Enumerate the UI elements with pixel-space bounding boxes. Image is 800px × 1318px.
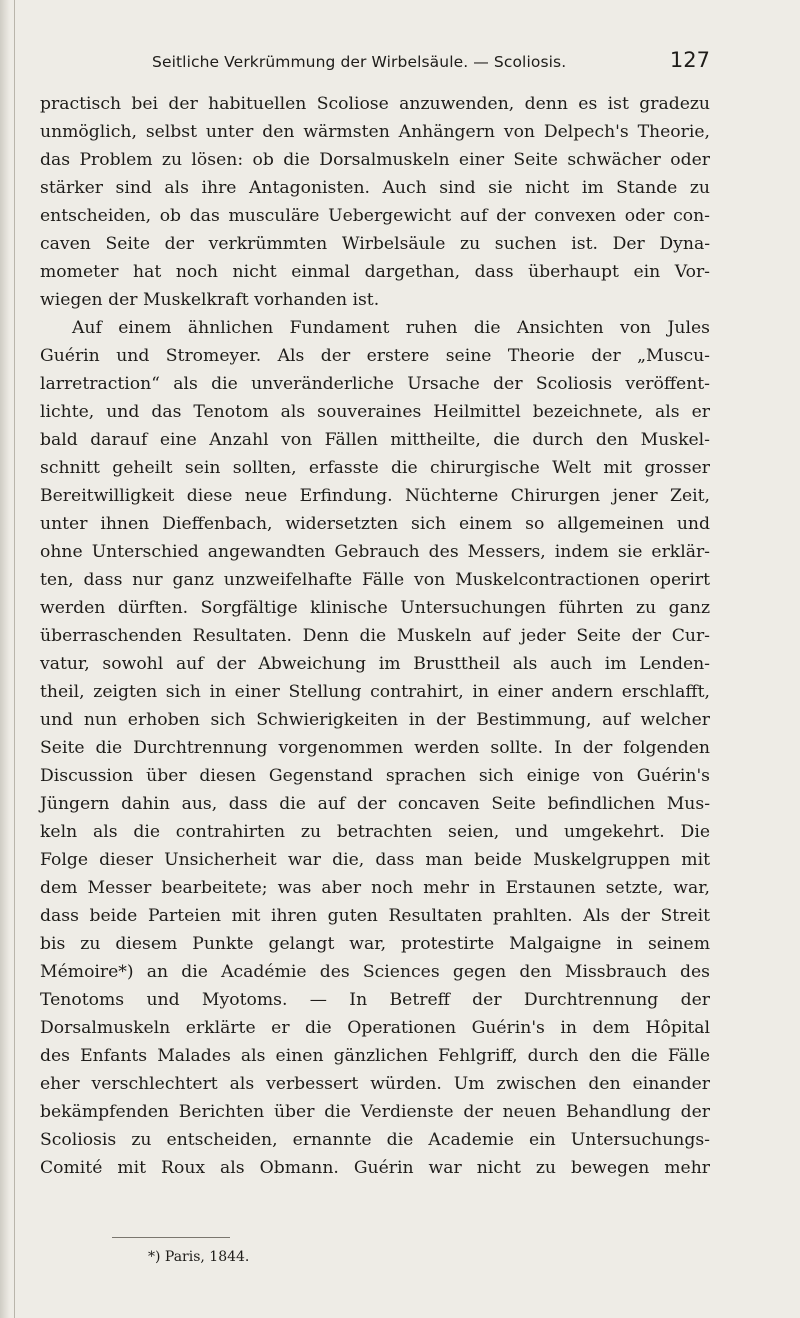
text-line: des Enfants Malades als einen gänzlichen Fehlgriff, durch den die Fälle [40, 1046, 710, 1066]
footnote-rule [112, 1237, 230, 1238]
text-line: bis zu diesem Punkte gelangt war, protestirte Malgaigne in seinem [40, 934, 710, 954]
text-line: das Problem zu lösen: ob die Dorsalmuskeln einer Seite schwächer oder [40, 150, 710, 170]
text-line: ohne Unterschied angewandten Gebrauch des Messers, indem sie erklär- [40, 542, 710, 562]
paragraph-first-line: Auf einem ähnlichen Fundament ruhen die Ansichten von Jules [72, 318, 710, 338]
text-line: Bereitwilligkeit diese neue Erfindung. Nüchterne Chirurgen jener Zeit, [40, 486, 710, 506]
text-line: practisch bei der habituellen Scoliose anzuwenden, denn es ist gradezu [40, 94, 710, 114]
running-head: Seitliche Verkrümmung der Wirbelsäule. — Scoliosis. [152, 53, 567, 71]
text-line: bald darauf eine Anzahl von Fällen mittheilte, die durch den Muskel- [40, 430, 710, 450]
text-line: überraschenden Resultaten. Denn die Muskeln auf jeder Seite der Cur- [40, 626, 710, 646]
text-line: dass beide Parteien mit ihren guten Resultaten prahlten. Als der Streit [40, 906, 710, 926]
text-line: Comité mit Roux als Obmann. Guérin war nicht zu bewegen mehr [40, 1158, 710, 1178]
text-line: vatur, sowohl auf der Abweichung im Brusttheil als auch im Lenden- [40, 654, 710, 674]
page-number: 127 [669, 48, 710, 72]
text-line: Seite die Durchtrennung vorgenommen werden sollte. In der folgenden [40, 738, 710, 758]
text-line: keln als die contrahirten zu betrachten seien, und umgekehrt. Die [40, 822, 710, 842]
text-line: Guérin und Stromeyer. Als der erstere seine Theorie der „Muscu- [40, 346, 710, 366]
text-line: Tenotoms und Myotoms. — In Betreff der Durchtrennung der [40, 990, 710, 1010]
text-line: ten, dass nur ganz unzweifelhafte Fälle von Muskelcontractionen operirt [40, 570, 710, 590]
text-line: Folge dieser Unsicherheit war die, dass man beide Muskelgruppen mit [40, 850, 710, 870]
text-line: Dorsalmuskeln erklärte er die Operationen Guérin's in dem Hôpital [40, 1018, 710, 1038]
text-line: entscheiden, ob das musculäre Uebergewicht auf der convexen oder con- [40, 206, 710, 226]
text-line: wiegen der Muskelkraft vorhanden ist. [40, 290, 380, 310]
text-line: unmöglich, selbst unter den wärmsten Anhängern von Delpech's Theorie, [40, 122, 710, 142]
text-line: lichte, und das Tenotom als souveraines Heilmittel bezeichnete, als er [40, 402, 710, 422]
text-line: schnitt geheilt sein sollten, erfasste die chirurgische Welt mit grosser [40, 458, 710, 478]
footnote: *) Paris, 1844. [148, 1249, 250, 1265]
text-line: caven Seite der verkrümmten Wirbelsäule zu suchen ist. Der Dyna- [40, 234, 710, 254]
text-line: Mémoire*) an die Académie des Sciences gegen den Missbrauch des [40, 962, 710, 982]
text-line: und nun erhoben sich Schwierigkeiten in der Bestimmung, auf welcher [40, 710, 710, 730]
text-line: Scoliosis zu entscheiden, ernannte die Academie ein Untersuchungs- [40, 1130, 710, 1150]
page-binding-edge [0, 0, 10, 1318]
text-line: unter ihnen Dieffenbach, widersetzten sich einem so allgemeinen und [40, 514, 710, 534]
text-line: mometer hat noch nicht einmal dargethan, dass überhaupt ein Vor- [40, 262, 710, 282]
page-header [152, 44, 710, 78]
text-line: dem Messer bearbeitete; was aber noch mehr in Erstaunen setzte, war, [40, 878, 710, 898]
text-line: stärker sind als ihre Antagonisten. Auch sind sie nicht im Stande zu [40, 178, 710, 198]
text-line: Jüngern dahin aus, dass die auf der concaven Seite befindlichen Mus- [40, 794, 710, 814]
text-line: werden dürften. Sorgfältige klinische Untersuchungen führten zu ganz [40, 598, 710, 618]
text-line: larretraction“ als die unveränderliche Ursache der Scoliosis veröffent- [40, 374, 710, 394]
text-line: bekämpfenden Berichten über die Verdienste der neuen Behandlung der [40, 1102, 710, 1122]
page-spine-line [14, 0, 15, 1318]
text-line: eher verschlechtert als verbessert würden. Um zwischen den einander [40, 1074, 710, 1094]
text-line: Discussion über diesen Gegenstand sprachen sich einige von Guérin's [40, 766, 710, 786]
text-line: theil, zeigten sich in einer Stellung contrahirt, in einer andern erschlafft, [40, 682, 710, 702]
